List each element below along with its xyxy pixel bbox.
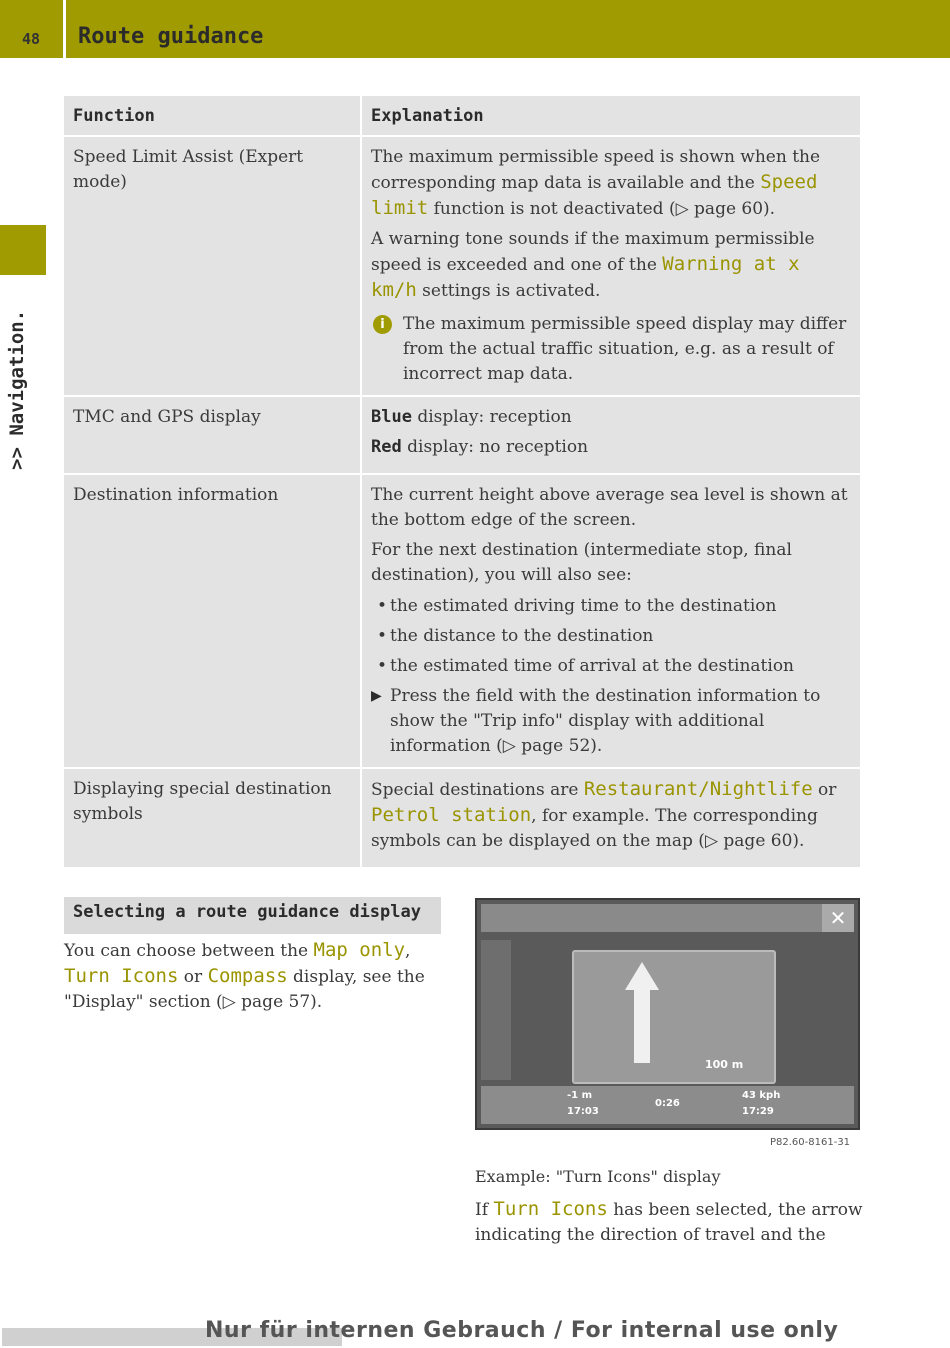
explanation-paragraph [371,777,851,854]
function-cell: Displaying special destination symbols [64,768,361,868]
setting-name: Restaurant/Nightlife [583,778,813,800]
step-arrow-icon: ▶ [371,688,382,704]
turn-icon-panel [572,950,776,1084]
body-paragraph [475,1197,865,1248]
list-item: • the estimated driving time to the destination [371,594,851,619]
setting-name: Petrol station [371,804,532,826]
step-text: Press the field with the destination information to show the "Trip info" display with additional information (▷ page 52). [390,686,821,756]
text-span: If [475,1200,494,1220]
function-cell: Speed Limit Assist (Expert mode) [64,136,361,396]
page-title: Route guidance [78,24,264,49]
column-header-explanation: Explanation [361,96,860,136]
text-span: display, see the "Display" section (▷ page 57). [64,967,425,1012]
text-span: Special destinations are [371,780,584,800]
explanation-paragraph [371,405,851,430]
explanation-cell [361,474,860,768]
altitude-value: -1 m [567,1090,593,1101]
text-span: or [178,967,208,987]
table-row [64,396,860,474]
arrow-shaft [634,985,650,1063]
distance-label: 100 m [705,1058,744,1071]
text-span: display: no reception [401,437,589,457]
section-heading: Selecting a route guidance display [64,897,441,934]
speed-value: 43 kph [742,1090,781,1101]
text-span: settings is activated. [416,281,601,301]
text-span: function is not deactivated (▷ page 60). [428,199,776,219]
setting-name: Compass [207,965,288,987]
close-icon: ✕ [822,904,854,932]
side-tab-marker [0,225,46,275]
explanation-paragraph [371,227,851,304]
screen-left-column [481,940,511,1080]
explanation-cell [361,136,860,396]
screen-top-bar [481,904,854,932]
image-code: P82.60-8161-31 [770,1137,851,1148]
text-span: , [405,941,411,961]
text-span: has been selected, the arrow indicating the direction of travel and the [475,1200,863,1245]
list-item: • the estimated time of arrival at the destination [371,654,851,679]
table-header-row [64,96,860,136]
explanation-paragraph: For the next destination (intermediate stop, final destination), you will also see: [371,540,792,585]
function-table [64,96,860,869]
table-row [64,768,860,868]
text-span: , for example. The corresponding symbols can be displayed on the map (▷ page 60). [371,806,818,851]
travel-duration: 0:26 [655,1098,680,1109]
text-span: The maximum permissible speed is shown when the corresponding map data is available and the [371,147,821,193]
info-icon: i [373,315,392,334]
table-row [64,136,860,396]
setting-name: Speed limit [371,171,818,219]
setting-name: Map only [313,939,406,961]
table-row [64,474,860,768]
instruction-step [371,684,851,759]
explanation-paragraph: The current height above average sea level is shown at the bottom edge of the screen. [371,485,848,530]
note-text: The maximum permissible speed display may differ from the actual traffic situation, e.g. as a result of incorrect map data. [403,314,847,384]
function-cell: TMC and GPS display [64,396,361,474]
side-section-label: >> Navigation. [6,309,28,470]
section-paragraph [64,938,452,1015]
color-name: Red [371,437,402,457]
color-name: Blue [371,407,412,427]
explanation-cell [361,396,860,474]
explanation-cell [361,768,860,868]
text-span: or [812,780,837,800]
info-note [371,312,851,387]
text-span: A warning tone sounds if the maximum permissible speed is exceeded and one of the [371,229,815,275]
explanation-paragraph [371,145,851,222]
bullet-list [371,594,851,679]
footer-watermark: Nur für internen Gebrauch / For internal use only [205,1318,839,1343]
text-span: You can choose between the [64,941,314,961]
current-time: 17:03 [567,1106,599,1117]
page-number: 48 [22,30,41,48]
list-item: • the distance to the destination [371,624,851,649]
setting-name: Turn Icons [493,1198,608,1220]
arrival-time: 17:29 [742,1106,774,1117]
column-header-function: Function [64,96,361,136]
turn-icons-screenshot [475,898,860,1130]
text-span: display: reception [411,407,572,427]
explanation-paragraph [371,435,851,460]
setting-name: Turn Icons [64,965,179,987]
function-cell: Destination information [64,474,361,768]
setting-name: Warning at x km/h [371,253,800,301]
header-divider [63,0,66,58]
image-caption: Example: "Turn Icons" display [475,1167,721,1186]
